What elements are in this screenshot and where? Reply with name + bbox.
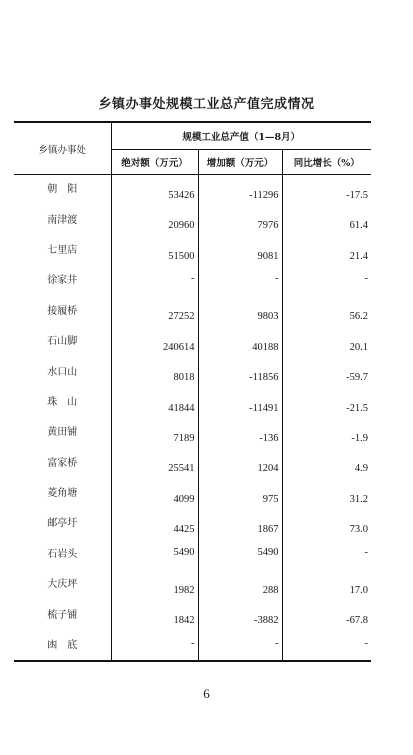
cell-increase: 9081 xyxy=(198,235,282,265)
table-row xyxy=(14,235,371,265)
cell-growth: 61.4 xyxy=(349,220,369,232)
cell-growth: 73.0 xyxy=(349,524,369,536)
cell-growth: 20.1 xyxy=(349,341,369,353)
row-name: 徐家井 xyxy=(14,266,111,296)
column-header-absolute: 绝对额（万元） xyxy=(111,150,198,175)
cell-growth: 21.4 xyxy=(349,250,369,262)
cell-increase: 1204 xyxy=(198,448,282,478)
table-row xyxy=(14,205,371,235)
page-number: 6 xyxy=(203,686,210,701)
row-name: 菱角塘 xyxy=(14,478,111,508)
table-row xyxy=(14,478,371,508)
row-name: 七里店 xyxy=(14,235,111,265)
row-name: 石岩头 xyxy=(14,539,111,569)
cell-increase: -11491 xyxy=(198,387,282,417)
row-name: 石山脚 xyxy=(14,326,111,356)
table-row xyxy=(14,570,371,600)
row-name: 黄田铺 xyxy=(14,418,111,448)
cell-absolute: 5490 xyxy=(111,539,198,569)
row-header: 乡镇办事处 xyxy=(14,122,111,175)
cell-absolute: 1842 xyxy=(111,600,198,630)
cell-absolute: 7189 xyxy=(111,418,198,448)
cell-absolute: 4425 xyxy=(111,509,198,539)
cell-growth: -59.7 xyxy=(346,372,369,384)
cell-absolute: 4099 xyxy=(111,478,198,508)
cell-absolute: 53426 xyxy=(111,175,198,205)
cell-growth: - xyxy=(364,546,369,558)
table-row xyxy=(14,175,371,205)
cell-growth: - xyxy=(364,637,369,649)
cell-absolute: 51500 xyxy=(111,235,198,265)
cell-increase: 5490 xyxy=(198,539,282,569)
cell-increase: -11856 xyxy=(198,357,282,387)
row-name: 朝 阳 xyxy=(14,175,111,205)
cell-growth: 56.2 xyxy=(349,311,369,323)
cell-growth: -67.8 xyxy=(346,615,369,627)
row-name: 水口山 xyxy=(14,357,111,387)
table-row xyxy=(14,630,371,660)
row-name: 凼 底 xyxy=(14,630,111,660)
cell-absolute: 25541 xyxy=(111,448,198,478)
cell-increase: 40188 xyxy=(198,326,282,356)
cell-increase: -11296 xyxy=(198,175,282,205)
cell-absolute: 1982 xyxy=(111,570,198,600)
table-body xyxy=(14,175,371,661)
table-row xyxy=(14,296,371,326)
cell-increase: 9803 xyxy=(198,296,282,326)
cell-absolute: 240614 xyxy=(111,326,198,356)
column-header-increase: 增加额（万元） xyxy=(198,150,282,175)
row-name: 邮亭圩 xyxy=(14,509,111,539)
cell-increase: 288 xyxy=(198,570,282,600)
row-name: 接履桥 xyxy=(14,296,111,326)
cell-absolute: - xyxy=(111,630,198,660)
table-row xyxy=(14,387,371,417)
row-name: 南津渡 xyxy=(14,205,111,235)
cell-absolute: 8018 xyxy=(111,357,198,387)
page-title: 乡镇办事处规模工业总产值完成情况 xyxy=(98,97,315,112)
cell-growth: 31.2 xyxy=(349,493,369,505)
cell-increase: 975 xyxy=(198,478,282,508)
cell-growth: -21.5 xyxy=(346,402,369,414)
table-row xyxy=(14,418,371,448)
cell-growth: 17.0 xyxy=(349,584,369,596)
cell-increase: 1867 xyxy=(198,509,282,539)
data-table xyxy=(14,121,371,662)
row-name: 大庆坪 xyxy=(14,570,111,600)
cell-absolute: 41844 xyxy=(111,387,198,417)
cell-increase: -3882 xyxy=(198,600,282,630)
table-row xyxy=(14,357,371,387)
cell-growth: - xyxy=(364,273,369,285)
cell-growth: 4.9 xyxy=(354,463,369,475)
cell-increase: - xyxy=(198,630,282,660)
table-row xyxy=(14,448,371,478)
cell-increase: - xyxy=(198,266,282,296)
table-row xyxy=(14,266,371,296)
table-row xyxy=(14,509,371,539)
column-header-growth: 同比增长（%） xyxy=(282,150,371,175)
cell-absolute: 20960 xyxy=(111,205,198,235)
table-row xyxy=(14,539,371,569)
cell-increase: 7976 xyxy=(198,205,282,235)
cell-increase: -136 xyxy=(198,418,282,448)
group-header: 规模工业总产值（1—8月） xyxy=(111,122,371,150)
row-name: 珠 山 xyxy=(14,387,111,417)
cell-growth: -17.5 xyxy=(346,189,369,201)
row-name: 梳子铺 xyxy=(14,600,111,630)
table-row xyxy=(14,326,371,356)
cell-growth: -1.9 xyxy=(351,433,369,445)
table-row xyxy=(14,600,371,630)
cell-absolute: 27252 xyxy=(111,296,198,326)
cell-absolute: - xyxy=(111,266,198,296)
row-name: 富家桥 xyxy=(14,448,111,478)
